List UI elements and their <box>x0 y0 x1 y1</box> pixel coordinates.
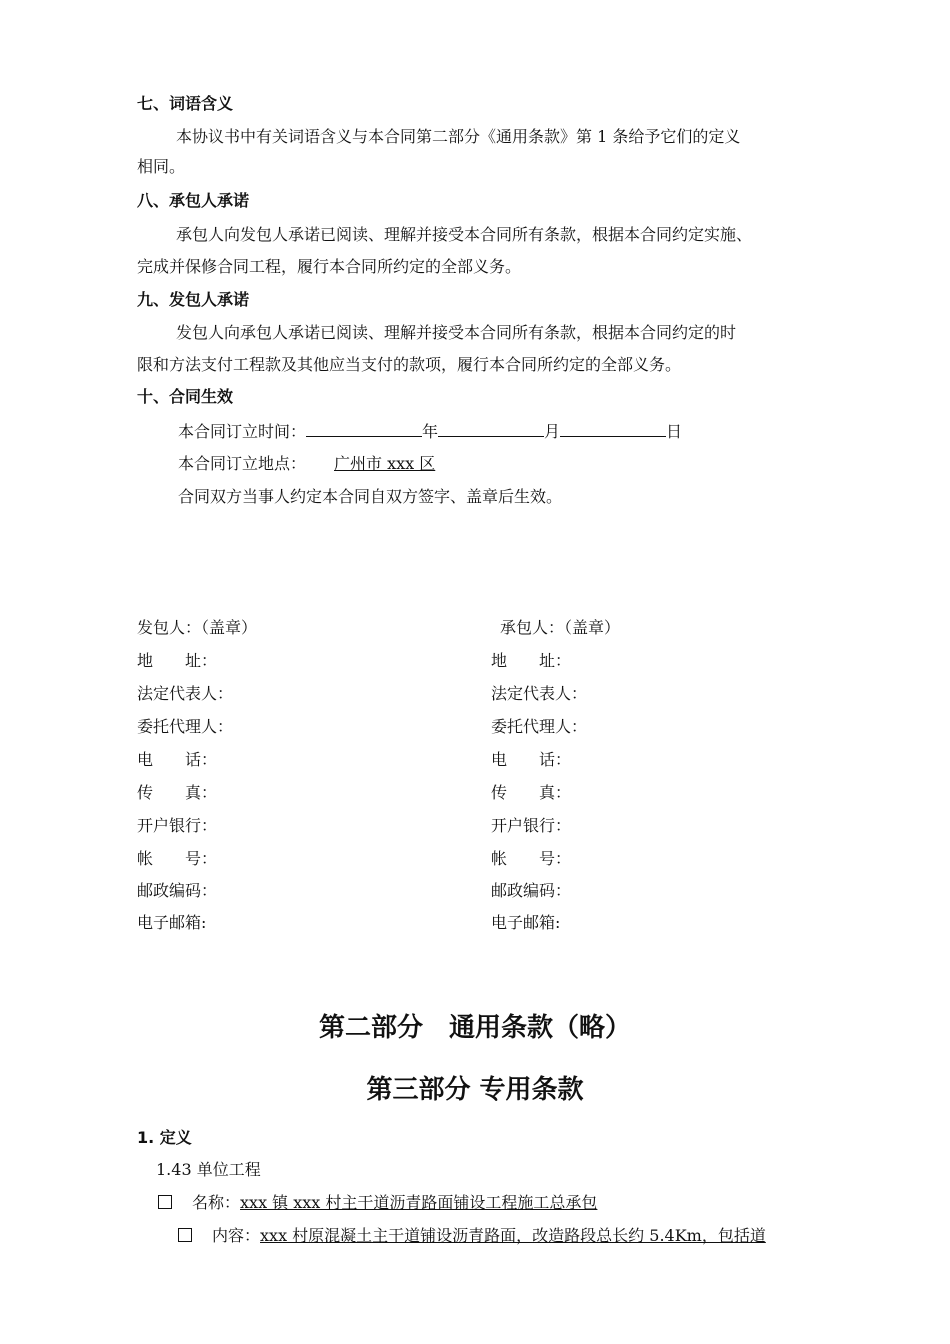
checkbox-icon[interactable] <box>178 1228 192 1242</box>
contractor-field-email: 电子邮箱: <box>491 913 561 932</box>
contractor-field-account: 帐 号： <box>491 849 572 868</box>
contractor-field-legal-rep: 法定代表人： <box>491 684 588 703</box>
employer-field-address: 地 址： <box>137 651 218 670</box>
section7-heading: 七、词语含义 <box>137 94 234 113</box>
contractor-field-postcode: 邮政编码： <box>491 881 572 900</box>
project-content-row <box>178 1225 766 1247</box>
signing-month-blank[interactable] <box>438 420 544 437</box>
project-content-value: xxx 村原混凝土主干道铺设沥青路面，改造路段总长约 5.4Km，包括道 <box>260 1226 766 1245</box>
project-name-row <box>158 1192 597 1214</box>
section9-text-line1: 发包人向承包人承诺已阅读、理解并接受本合同所有条款，根据本合同约定的时 <box>176 323 737 342</box>
employer-field-legal-rep: 法定代表人： <box>137 684 234 703</box>
contractor-field-phone: 电 话： <box>491 750 572 769</box>
section10-heading: 十、合同生效 <box>137 387 234 406</box>
section9-text-line2: 限和方法支付工程款及其他应当支付的款项，履行本合同所约定的全部义务。 <box>137 355 682 374</box>
employer-field-postcode: 邮政编码： <box>137 881 218 900</box>
section8-text-line1: 承包人向发包人承诺已阅读、理解并接受本合同所有条款，根据本合同约定实施、 <box>176 225 753 244</box>
employer-field-fax: 传 真： <box>137 783 218 802</box>
signing-place-label: 本合同订立地点： <box>178 454 307 473</box>
part2-title: 第二部分 通用条款（略） <box>318 1013 631 1043</box>
project-content-label: 内容： <box>212 1226 261 1245</box>
contractor-field-address: 地 址： <box>491 651 572 670</box>
signing-place-row <box>178 453 453 475</box>
employer-field-account: 帐 号： <box>137 849 218 868</box>
employer-field-agent: 委托代理人： <box>137 717 234 736</box>
section7-text-line2: 相同。 <box>137 157 186 176</box>
definition-item-unit-project: 1.43 单位工程 <box>156 1160 261 1179</box>
signing-place-value: 广州市 xxx 区 <box>334 454 436 473</box>
contractor-title: 承包人：（盖章） <box>500 618 621 637</box>
contractor-field-bank: 开户银行： <box>491 816 572 835</box>
project-name-value: xxx 镇 xxx 村主干道沥青路面铺设工程施工总承包 <box>240 1193 598 1212</box>
employer-field-email: 电子邮箱: <box>137 913 207 932</box>
section7-text-line1: 本协议书中有关词语含义与本合同第二部分《通用条款》第 1 条给予它们的定义 <box>176 127 741 146</box>
year-label: 年 <box>422 422 439 441</box>
section8-heading: 八、承包人承诺 <box>137 191 250 210</box>
contractor-field-agent: 委托代理人： <box>491 717 588 736</box>
checkbox-icon[interactable] <box>158 1195 172 1209</box>
employer-field-phone: 电 话： <box>137 750 218 769</box>
month-label: 月 <box>544 422 561 441</box>
employer-field-bank: 开户银行： <box>137 816 218 835</box>
part3-title: 第三部分 专用条款 <box>366 1075 584 1105</box>
effect-clause: 合同双方当事人约定本合同自双方签字、盖章后生效。 <box>178 487 563 506</box>
definitions-heading: 1. 定义 <box>137 1128 192 1147</box>
contractor-field-fax: 传 真： <box>491 783 572 802</box>
section9-heading: 九、发包人承诺 <box>137 290 250 309</box>
employer-title: 发包人：（盖章） <box>137 618 258 637</box>
signing-day-blank[interactable] <box>560 420 666 437</box>
section8-text-line2: 完成并保修合同工程，履行本合同所约定的全部义务。 <box>137 257 522 276</box>
signing-time-row <box>178 420 682 443</box>
signing-time-label: 本合同订立时间： <box>178 422 307 441</box>
day-label: 日 <box>666 422 683 441</box>
project-name-label: 名称： <box>192 1193 241 1212</box>
signing-year-blank[interactable] <box>306 420 422 437</box>
